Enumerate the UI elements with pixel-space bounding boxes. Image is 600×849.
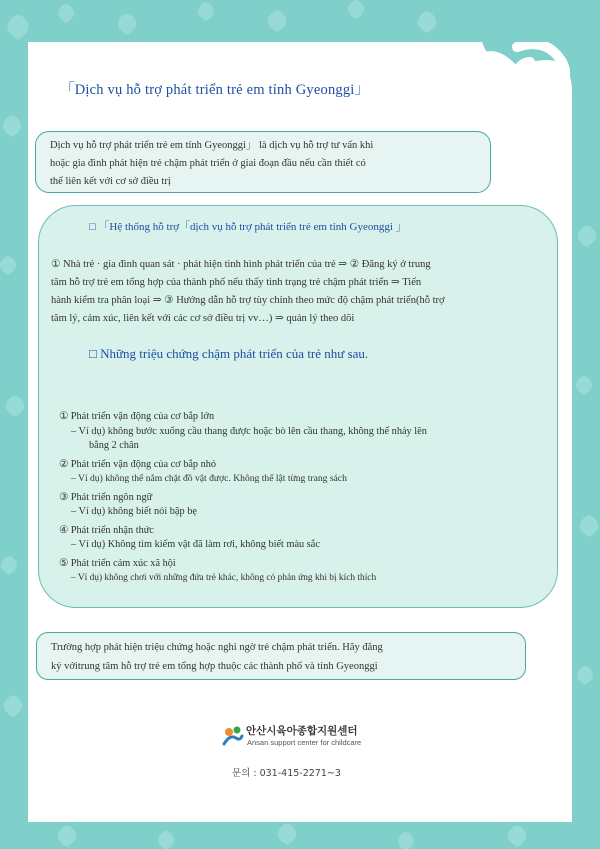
process-line: tâm lý, cảm xúc, liên kết với các cơ sở điều trị vv…) ⇒ quản lý theo dõi [51, 313, 355, 324]
process-line: hành kiểm tra phân loại ⇒ ③ Hướng dẫn hỗ trợ tùy chỉnh theo mức độ chậm phát triển(hỗ trợ [51, 295, 445, 306]
symptom-example: – Ví dụ) không thể nắm chặt đồ vật được. Không thể lật từng trang sách [71, 473, 347, 484]
symptom-item [57, 491, 557, 520]
support-process-text [51, 256, 553, 328]
intro-box [35, 131, 491, 193]
symptom-item [57, 557, 557, 586]
intro-line: hoặc gia đình phát hiện trẻ chậm phát triển ở giai đoạn đầu nếu cần thiết có [50, 158, 366, 169]
symptoms-list [57, 410, 557, 590]
center-name-korean: 안산시육아종합지원센터 [246, 725, 358, 737]
center-logo-icon [222, 724, 244, 748]
main-content-box [38, 205, 558, 608]
symptom-title: ③ Phát triển ngôn ngữ [59, 491, 153, 503]
symptom-title: ② Phát triển vận động của cơ bắp nhỏ [59, 458, 217, 470]
process-line: tâm hỗ trợ trẻ em tổng hợp của thành phố nếu thấy tình trạng trẻ chậm phát triển ⇒ Tiến [51, 277, 422, 288]
symptom-example: – Ví dụ) Không tìm kiếm vật đã làm rơi, không biết màu sắc [71, 539, 320, 550]
process-line: ① Nhà trẻ · gia đình quan sát · phát hiện tình hình phát triển của trẻ ⇒ ② Đăng ký ở trung [51, 259, 431, 270]
symptom-example-cont: bằng 2 chân [89, 440, 139, 451]
contact-phone: 문의 : 031-415-2271~3 [232, 768, 341, 779]
intro-line: Dịch vụ hỗ trợ phát triển trẻ em tỉnh Gyeonggi」 là dịch vụ hỗ trợ tư vấn khi [50, 140, 374, 151]
support-system-heading: □ 「Hệ thống hỗ trợ「dịch vụ hỗ trợ phát triển trẻ em tỉnh Gyeonggi 」 [89, 221, 407, 233]
symptom-example: – Ví dụ) không biết nói bập bẹ [71, 506, 197, 517]
symptom-item [57, 458, 557, 487]
symptom-example: – Ví dụ) không bước xuống cầu thang được hoặc bò lên cầu thang, không thể nhảy lên [71, 425, 427, 437]
center-logo [222, 722, 402, 752]
symptom-example: – Ví dụ) không chơi với những đứa trẻ khác, không có phản ứng khi bị kích thích [71, 573, 377, 583]
symptom-item [57, 410, 557, 454]
page-title: 「Dịch vụ hỗ trợ phát triển trẻ em tỉnh Gyeonggi」 [60, 82, 370, 98]
footer-note-box [36, 632, 526, 680]
symptoms-heading: □ Những triệu chứng chậm phát triển của trẻ như sau. [89, 346, 369, 361]
center-name-english: Ansan support center for childcare [247, 738, 362, 747]
footer-line: Trường hợp phát hiện triệu chứng hoặc nghi ngờ trẻ chậm phát triển. Hãy đăng [51, 642, 383, 653]
symptom-item [57, 524, 557, 553]
symptom-title: ① Phát triển vận động của cơ bắp lớn [59, 411, 215, 422]
intro-line: thể liên kết với cơ sở điều trị [50, 176, 171, 187]
footer-line: ký vớitrung tâm hỗ trợ trẻ em tổng hợp thuộc các thành phố và tỉnh Gyeonggi [51, 661, 378, 672]
symptom-title: ⑤ Phát triển cảm xúc xã hội [59, 557, 176, 569]
symptom-title: ④ Phát triển nhận thức [59, 524, 154, 536]
